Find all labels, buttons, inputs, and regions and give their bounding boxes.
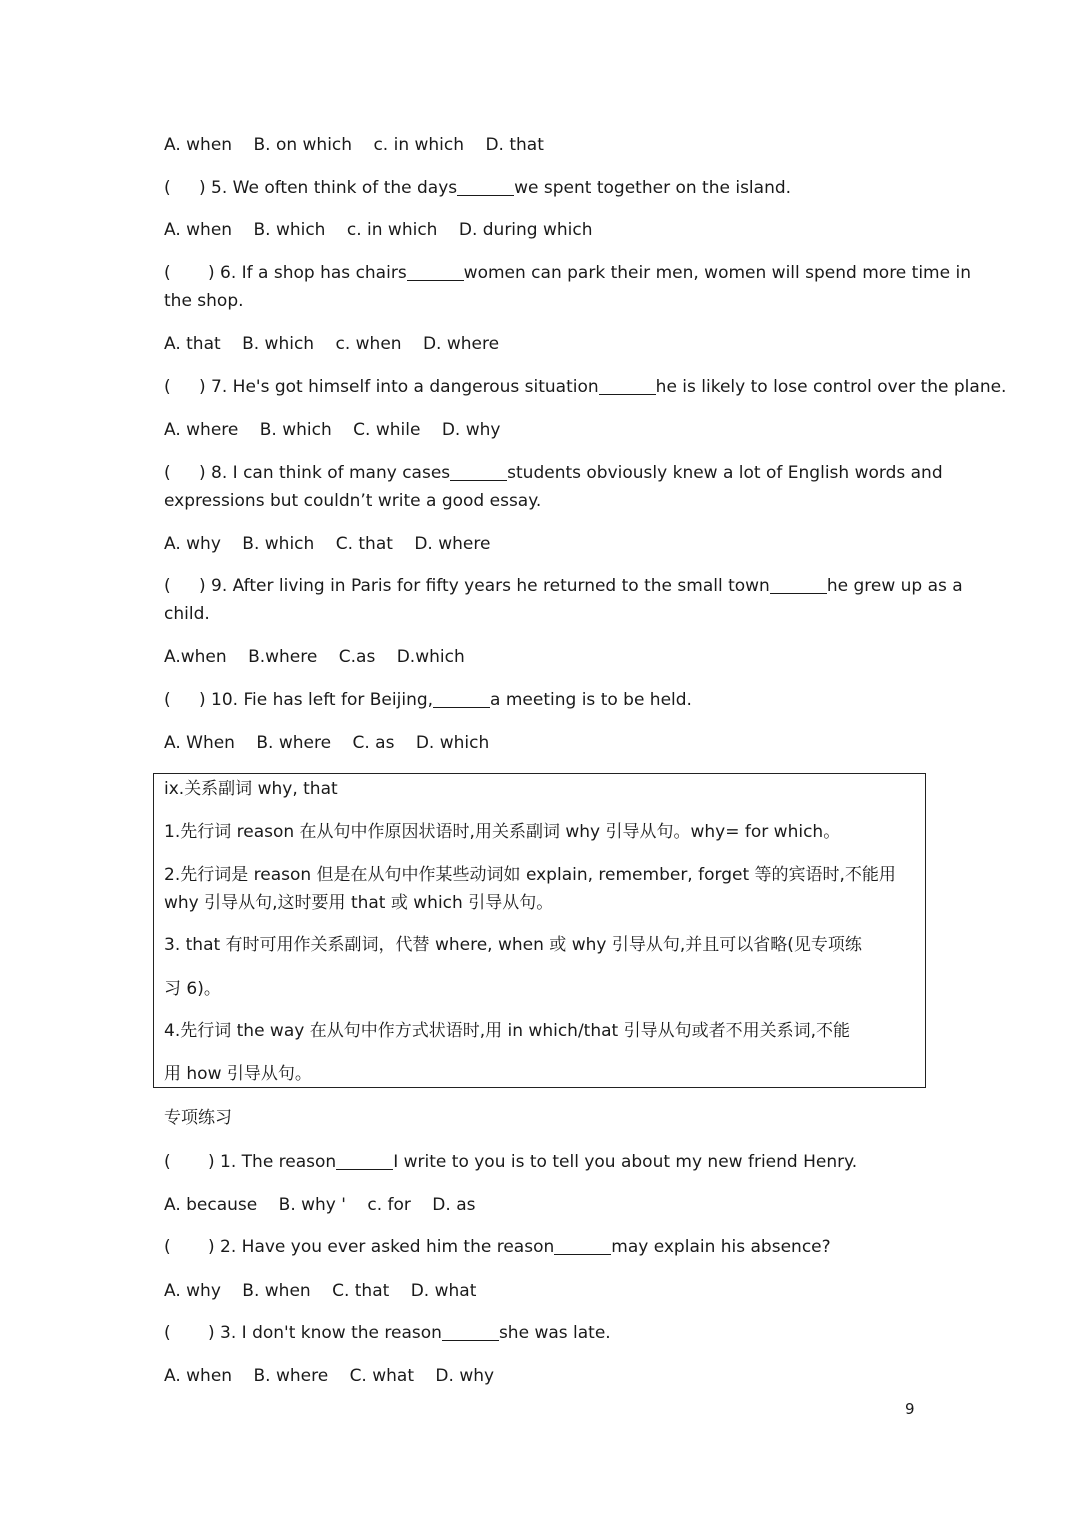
option: c. for [367,1195,411,1215]
option: B. which [259,420,332,440]
answer-blank [599,377,656,395]
question-8-line2: expressions but couldn’t write a good essay. [164,491,542,511]
q4-options [164,131,917,159]
option: A. when [164,220,233,240]
answer-blank [442,1323,499,1341]
practice-question-2: ( ) 2. Have you ever asked him the reason may explain his absence? [164,1237,831,1257]
question-6: ( ) 6. If a shop has chairs women can park their men, women will spend more time in [164,263,971,283]
practice-title: 专项练习 [164,1108,232,1128]
rule-4: 4.先行词 the way 在从句中作方式状语时,用 in which/that 引导从句或者不用关系词,不能 [164,1021,851,1041]
option: B. where [253,1366,329,1386]
rule-2: 2.先行词是 reason 但是在从句中作某些动词如 explain, remember, forget 等的宾语时,不能用 [164,865,896,885]
option: C.as [338,647,376,667]
option: A. because [164,1195,258,1215]
q9-options [164,643,917,671]
q6-options [164,330,917,358]
q5-options [164,216,917,244]
option: A. when [164,1366,233,1386]
question-5: ( ) 5. We often think of the days we spent together on the island. [164,178,792,198]
q7-options [164,416,917,444]
rule-1: 1.先行词 reason 在从句中作原因状语时,用关系副词 why 引导从句。why= for which。 [164,822,841,842]
option: D. as [432,1195,476,1215]
option: A. why [164,1281,221,1301]
option: A. that [164,334,221,354]
rule-4-cont: 用 how 引导从句。 [164,1064,312,1084]
practice-question-3: ( ) 3. I don't know the reason she was late. [164,1323,611,1343]
p2-options [164,1277,917,1305]
option: D. which [415,733,490,753]
page-number: 9 [905,1400,915,1418]
option: B. why ' [278,1195,346,1215]
question-6-line2: the shop. [164,291,244,311]
option: D. where [422,334,500,354]
grammar-rule-box [153,773,926,1088]
box-title: ix.关系副词 why, that [164,779,338,799]
option: B. which [242,534,315,554]
answer-blank [407,263,464,281]
option: A. When [164,733,235,753]
rule-3-cont: 习 6)。 [164,979,221,999]
option: C. that [335,534,393,554]
option: D. that [485,135,544,155]
question-10: ( ) 10. Fie has left for Beijing, a meeting is to be held. [164,690,692,710]
option: C. what [349,1366,415,1386]
option: A. when [164,135,233,155]
rule-3: 3. that 有时可用作关系副词，代替 where, when 或 why 引导从句,并且可以省略(见专项练 [164,935,862,955]
option: B. when [242,1281,311,1301]
option: A. where [164,420,239,440]
option: B. which [253,220,326,240]
p3-options [164,1362,917,1390]
option: B. which [242,334,315,354]
option: A. why [164,534,221,554]
option: D. what [410,1281,477,1301]
question-9: ( ) 9. After living in Paris for fifty years he returned to the small town he grew up as a [164,576,963,596]
option: B. on which [253,135,353,155]
rule-2-cont: why 引导从句,这时要用 that 或 which 引导从句。 [164,893,554,913]
option: C. that [332,1281,390,1301]
option: C. as [352,733,395,753]
q10-options [164,729,917,757]
question-9-line2: child. [164,604,210,624]
answer-blank [450,463,507,481]
answer-blank [554,1237,611,1255]
option: C. while [353,420,421,440]
option: D. why [435,1366,495,1386]
answer-blank [457,178,514,196]
answer-blank [433,690,490,708]
practice-question-1: ( ) 1. The reason I write to you is to tell you about my new friend Henry. [164,1152,858,1172]
option: c. when [335,334,402,354]
question-7: ( ) 7. He's got himself into a dangerous situation he is likely to lose control over the plane. [164,377,1007,397]
option: B. where [256,733,332,753]
option: D. why [441,420,501,440]
option: D. during which [458,220,593,240]
option: A.when [164,647,227,667]
option: c. in which [346,220,438,240]
question-8: ( ) 8. I can think of many cases students obviously knew a lot of English words and [164,463,943,483]
p1-options [164,1191,917,1219]
answer-blank [336,1152,393,1170]
option: D. where [414,534,491,554]
answer-blank [770,576,827,594]
q8-options [164,530,917,558]
option: c. in which [373,135,465,155]
option: B.where [248,647,318,667]
option: D.which [396,647,465,667]
